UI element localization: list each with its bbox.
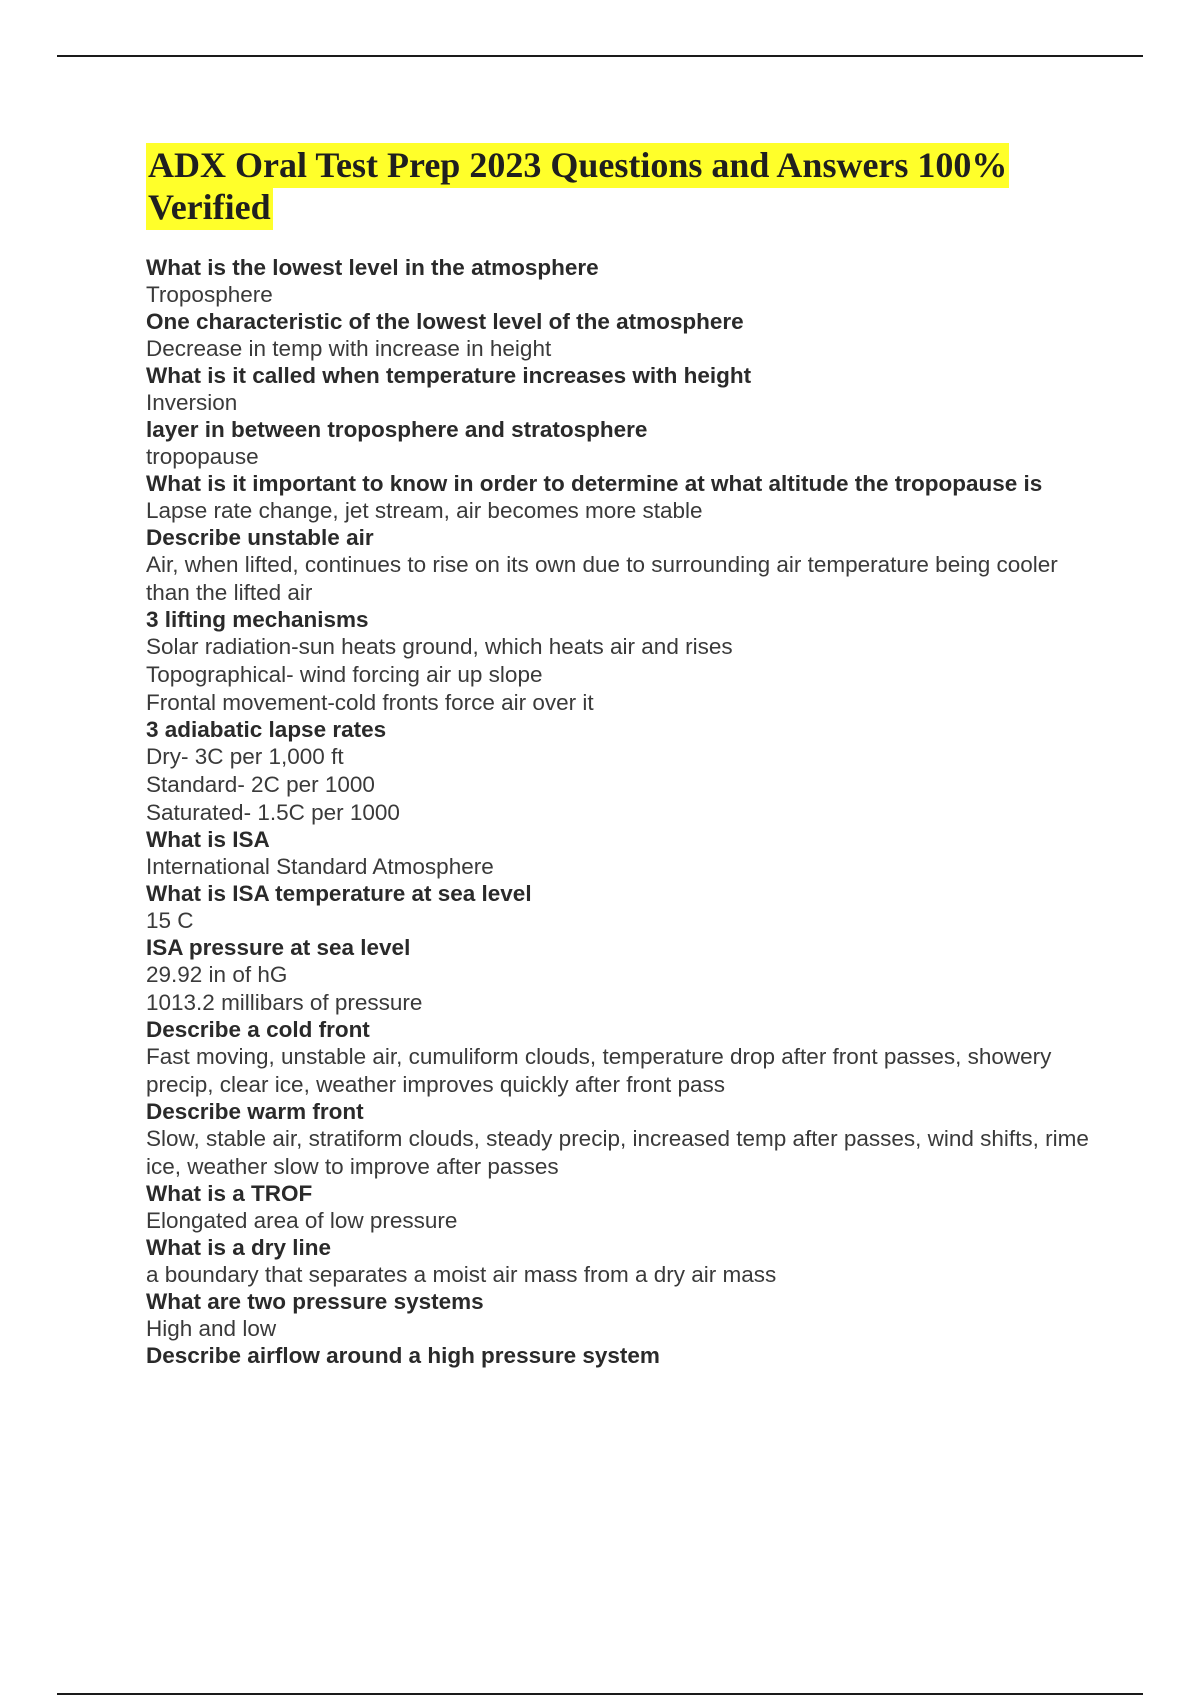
bottom-rule — [57, 1693, 1143, 1695]
answer-line: 29.92 in of hG — [146, 962, 288, 987]
qa-item — [146, 1017, 1106, 1099]
question: ISA pressure at sea level — [146, 935, 411, 960]
answer-line: 1013.2 millibars of pressure — [146, 990, 423, 1015]
answer-line: Elongated area of low pressure — [146, 1208, 458, 1233]
question: What is a dry line — [146, 1235, 332, 1260]
question: Describe warm front — [146, 1099, 364, 1124]
answer-line: Fast moving, unstable air, cumuliform clouds, temperature drop after front passes, showery precip, clear ice, weather improves quickly after front pass — [146, 1044, 1052, 1097]
answer-line: International Standard Atmosphere — [146, 854, 494, 879]
qa-item — [146, 417, 1106, 471]
answer-line: Decrease in temp with increase in height — [146, 336, 552, 361]
question: 3 adiabatic lapse rates — [146, 717, 387, 742]
document-body — [146, 144, 1106, 1369]
question: 3 lifting mechanisms — [146, 607, 369, 632]
qa-item — [146, 717, 1106, 827]
question: What is the lowest level in the atmosphere — [146, 255, 599, 280]
question: What is it important to know in order to determine at what altitude the tropopause is — [146, 471, 1043, 496]
question: What are two pressure systems — [146, 1289, 484, 1314]
qa-item — [146, 309, 1106, 363]
qa-item — [146, 827, 1106, 881]
answer-line: Troposphere — [146, 282, 273, 307]
qa-item — [146, 935, 1106, 1017]
answer-line: Slow, stable air, stratiform clouds, steady precip, increased temp after passes, wind shifts, rime ice, weather slow to improve after passes — [146, 1126, 1089, 1179]
qa-item — [146, 607, 1106, 717]
qa-item — [146, 363, 1106, 417]
qa-item — [146, 1343, 1106, 1369]
answer-line: Dry- 3C per 1,000 ft — [146, 744, 344, 769]
question: What is it called when temperature increases with height — [146, 363, 752, 388]
qa-item — [146, 881, 1106, 935]
question: layer in between troposphere and stratosphere — [146, 417, 648, 442]
answer-line: Solar radiation-sun heats ground, which heats air and rises — [146, 634, 733, 659]
top-rule — [57, 55, 1143, 57]
question: One characteristic of the lowest level of the atmosphere — [146, 309, 744, 334]
answer-line: Saturated- 1.5C per 1000 — [146, 800, 400, 825]
question: What is a TROF — [146, 1181, 313, 1206]
answer-line: Frontal movement-cold fronts force air over it — [146, 690, 594, 715]
answer-line: tropopause — [146, 444, 259, 469]
qa-item — [146, 1235, 1106, 1289]
qa-item — [146, 255, 1106, 309]
qa-item — [146, 1181, 1106, 1235]
answer-line: Air, when lifted, continues to rise on its own due to surrounding air temperature being cooler than the lifted air — [146, 552, 1058, 605]
question: Describe unstable air — [146, 525, 374, 550]
answer-line: 15 C — [146, 908, 194, 933]
qa-list — [146, 255, 1106, 1369]
qa-item — [146, 1289, 1106, 1343]
answer-line: Inversion — [146, 390, 238, 415]
title-highlight: ADX Oral Test Prep 2023 Questions and Answers 100% Verified — [146, 143, 1009, 230]
question: Describe a cold front — [146, 1017, 370, 1042]
answer-line: Lapse rate change, jet stream, air becomes more stable — [146, 498, 703, 523]
qa-item — [146, 1099, 1106, 1181]
question: What is ISA — [146, 827, 270, 852]
answer-line: a boundary that separates a moist air mass from a dry air mass — [146, 1262, 777, 1287]
document-title — [146, 144, 1106, 228]
answer-line: High and low — [146, 1316, 277, 1341]
answer-line: Topographical- wind forcing air up slope — [146, 662, 543, 687]
answer-line: Standard- 2C per 1000 — [146, 772, 375, 797]
qa-item — [146, 525, 1106, 607]
qa-item — [146, 471, 1106, 525]
question: What is ISA temperature at sea level — [146, 881, 532, 906]
question: Describe airflow around a high pressure system — [146, 1343, 660, 1368]
